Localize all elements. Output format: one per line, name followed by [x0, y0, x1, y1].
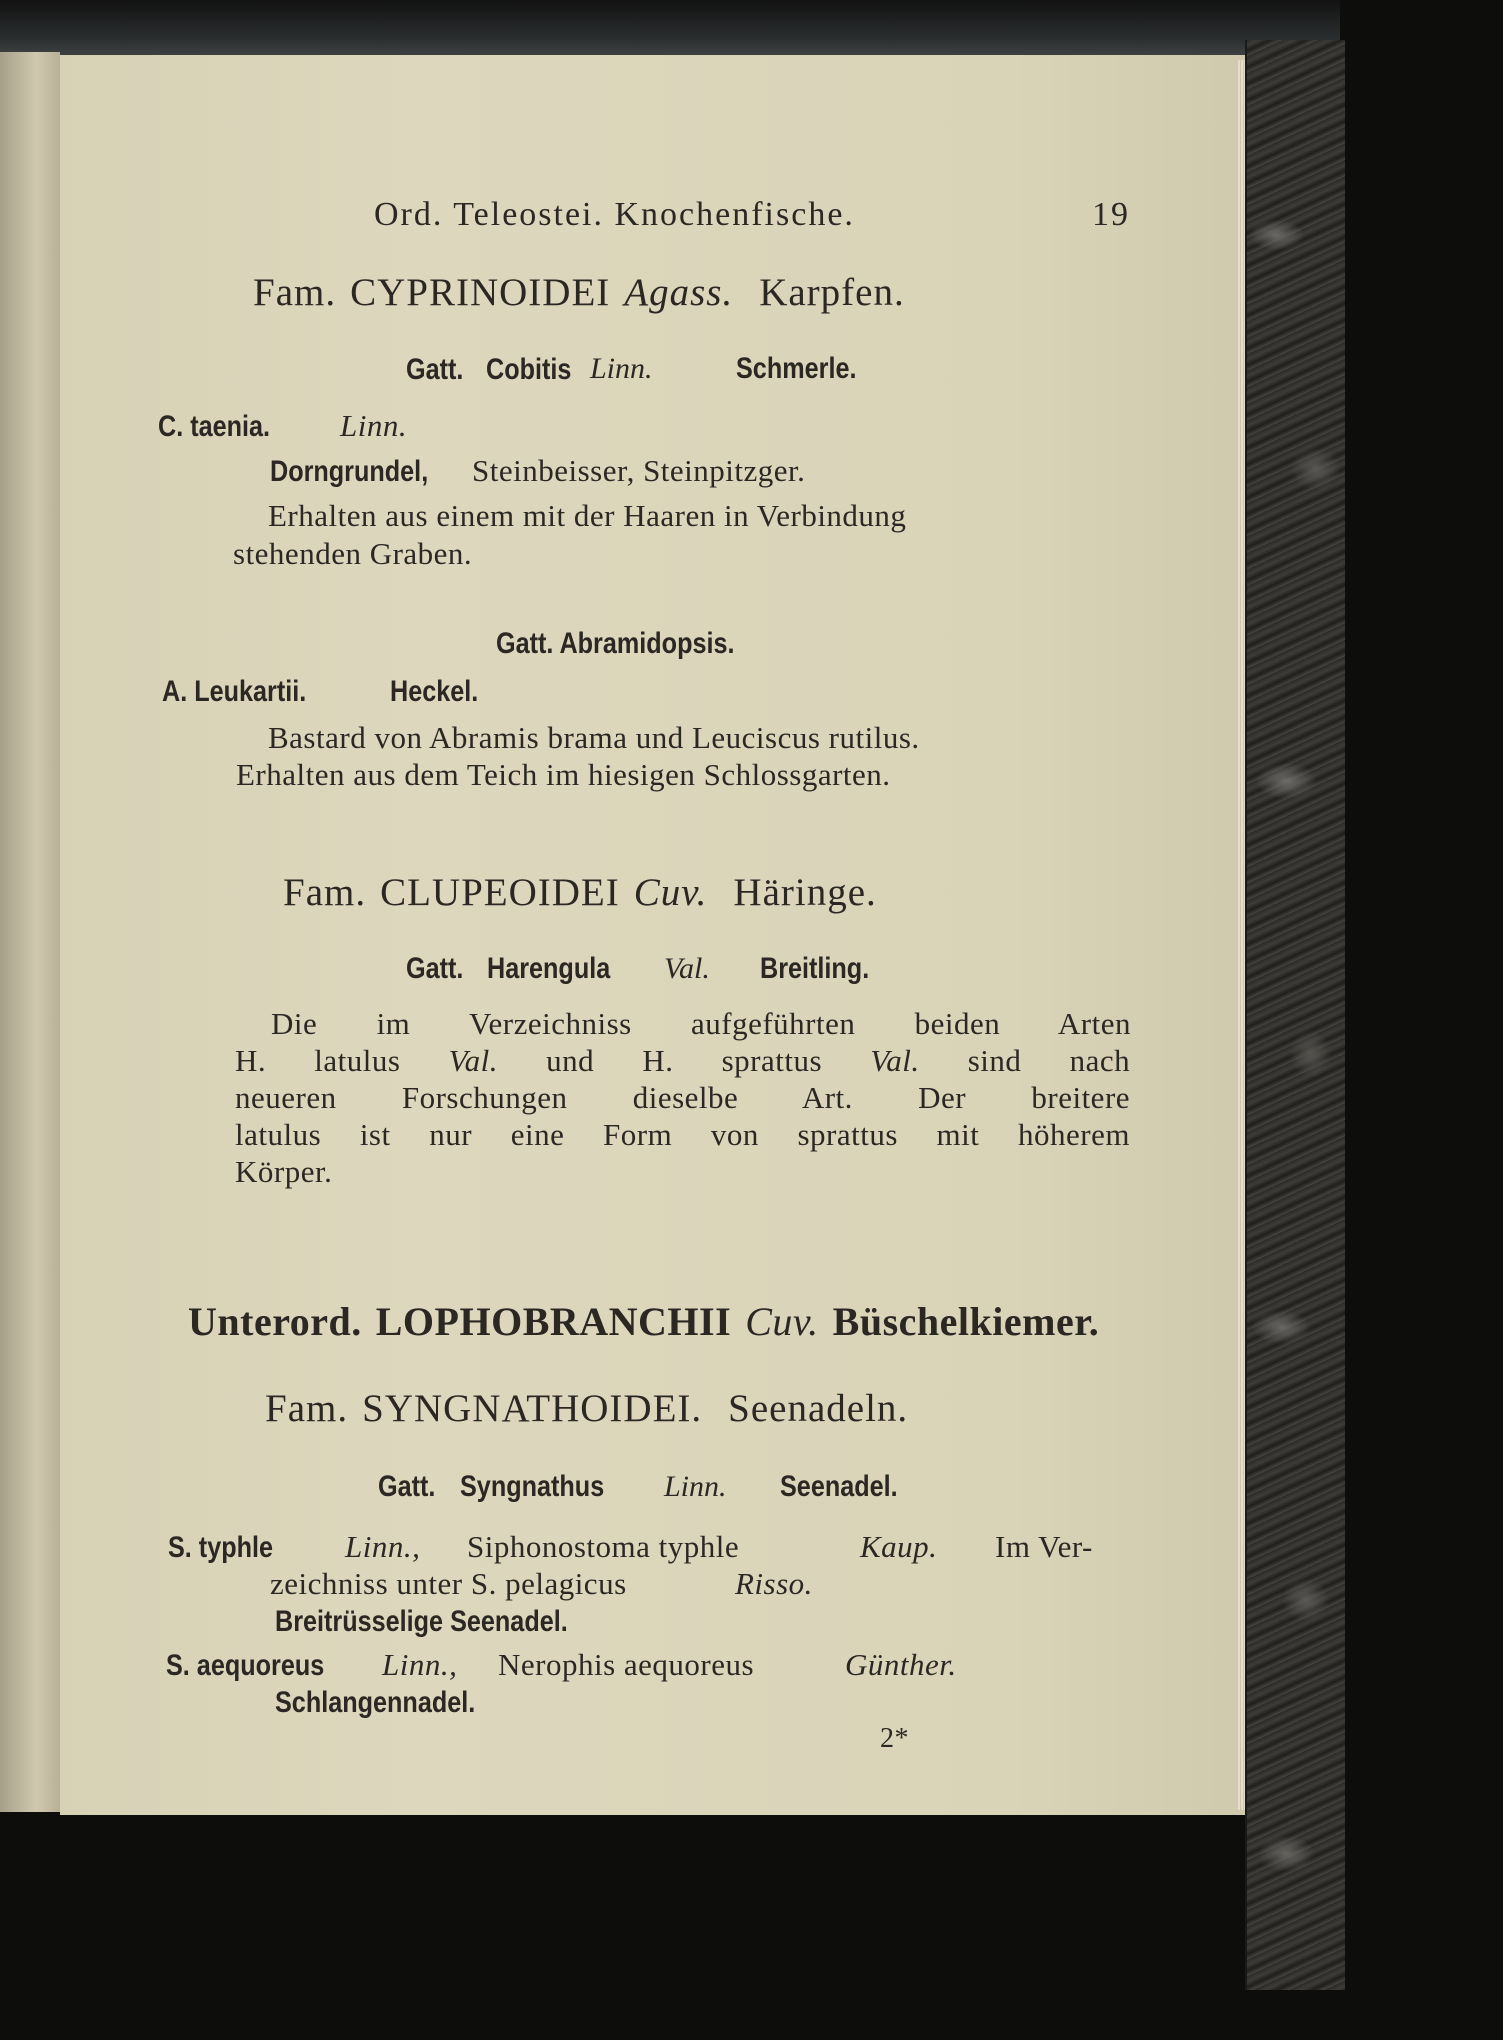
suborder-author: Cuv.	[745, 1299, 819, 1344]
species-author: Linn.,	[382, 1647, 458, 1682]
suborder-name: LOPHOBRANCHII	[375, 1299, 732, 1344]
word: im	[376, 1006, 411, 1041]
word: breitere	[1031, 1080, 1130, 1115]
continuation-text: zeichniss unter S. pelagicus	[270, 1566, 627, 1601]
suborder-common: Büschelkiemer.	[832, 1299, 1100, 1344]
word: Form	[603, 1117, 673, 1152]
word: latulus	[235, 1117, 322, 1152]
word: Der	[918, 1080, 967, 1115]
genus-name: Harengula	[487, 952, 611, 985]
previous-page-edge	[0, 52, 60, 1812]
note-line: Erhalten aus dem Teich im hiesigen Schlossgarten.	[236, 757, 891, 792]
genus-heading-abramidopsis: Gatt. Abramidopsis.	[496, 627, 735, 660]
species-common: Breitrüsselige Seenadel.	[275, 1605, 568, 1638]
fam-common: Karpfen.	[759, 271, 905, 314]
genus-label: Gatt.	[406, 952, 464, 985]
genus-author: Val.	[664, 952, 710, 985]
paragraph-line	[235, 1043, 1130, 1079]
species-name: C. taenia.	[158, 410, 271, 443]
fam-author: Cuv.	[633, 871, 708, 914]
word: latulus	[314, 1043, 401, 1078]
word: höherem	[1018, 1117, 1130, 1152]
family-heading-cyprinoidei	[253, 270, 905, 315]
continuation-text: Im Ver-	[995, 1529, 1093, 1564]
family-heading-syngnathoidei	[265, 1386, 908, 1431]
genus-author: Linn.	[590, 352, 653, 385]
species-author: Linn.	[340, 408, 408, 443]
page-number: 19	[1092, 196, 1130, 233]
word: H.	[235, 1043, 267, 1078]
word: mit	[936, 1117, 980, 1152]
genus-author: Linn.	[664, 1470, 727, 1503]
synonym-author: Risso.	[735, 1566, 813, 1601]
genus-common: Breitling.	[760, 952, 870, 985]
running-title: Ord. Teleostei. Knochenfische.	[374, 196, 855, 233]
word: sprattus	[721, 1043, 823, 1078]
species-common-bold: Dorngrundel,	[270, 455, 429, 488]
note-line: Erhalten aus einem mit der Haaren in Verbindung	[268, 498, 907, 533]
word: Val.	[870, 1043, 920, 1078]
note-line: stehenden Graben.	[233, 536, 473, 571]
fam-name: CLUPEOIDEI	[380, 871, 620, 914]
word: dieselbe	[632, 1080, 739, 1115]
word: sind	[967, 1043, 1022, 1078]
word: Arten	[1057, 1006, 1131, 1041]
fam-author: Agass.	[624, 271, 734, 314]
word: sprattus	[797, 1117, 898, 1152]
fam-common: Häringe.	[733, 871, 877, 914]
genus-name: Syngnathus	[460, 1470, 605, 1503]
word: Verzeichniss	[469, 1006, 632, 1041]
paragraph-line	[235, 1080, 1130, 1116]
genus-common: Schmerle.	[736, 352, 857, 385]
species-name: A. Leukartii.	[162, 675, 307, 708]
word: Art.	[801, 1080, 853, 1115]
synonym-author: Günther.	[845, 1647, 957, 1682]
word: Forschungen	[401, 1080, 568, 1115]
paragraph-line	[235, 1117, 1130, 1153]
fam-name: CYPRINOIDEI	[350, 271, 611, 314]
fam-prefix: Fam.	[283, 871, 367, 914]
fam-prefix: Fam.	[265, 1387, 349, 1430]
genus-heading-cobitis	[406, 352, 588, 387]
note-line: Bastard von Abramis brama und Leuciscus rutilus.	[268, 720, 920, 755]
word: von	[710, 1117, 759, 1152]
species-common: Schlangennadel.	[275, 1686, 476, 1719]
species-common-rest: Steinbeisser, Steinpitzger.	[472, 453, 806, 488]
species-synonym: Siphonostoma typhle	[467, 1529, 740, 1564]
species-author: Linn.,	[345, 1529, 421, 1564]
fam-prefix: Fam.	[253, 271, 337, 314]
word: eine	[510, 1117, 565, 1152]
word: ist	[359, 1117, 391, 1152]
word: Val.	[448, 1043, 498, 1078]
suborder-prefix: Unterord.	[188, 1299, 362, 1344]
gatt-name: Cobitis	[486, 353, 572, 386]
word: neueren	[235, 1080, 337, 1115]
genus-label: Gatt.	[378, 1470, 436, 1503]
word: nach	[1069, 1043, 1130, 1078]
paragraph-line: Körper.	[235, 1154, 333, 1189]
species-name: S. typhle	[168, 1531, 274, 1564]
paragraph-line	[271, 1006, 1131, 1042]
species-synonym: Nerophis aequoreus	[498, 1647, 755, 1682]
marbled-cover	[1245, 40, 1345, 1990]
synonym-author: Kaup.	[860, 1529, 938, 1564]
fam-name: SYNGNATHOIDEI.	[362, 1387, 703, 1430]
word: Die	[271, 1006, 318, 1041]
signature-mark: 2*	[880, 1723, 909, 1754]
suborder-heading-lophobranchii	[188, 1298, 1099, 1345]
word: beiden	[914, 1006, 1001, 1041]
word: aufgeführten	[691, 1006, 856, 1041]
species-name: S. aequoreus	[166, 1649, 325, 1682]
species-author: Heckel.	[390, 675, 479, 708]
word: nur	[429, 1117, 473, 1152]
family-heading-clupeoidei	[283, 870, 877, 915]
fam-common: Seenadeln.	[728, 1387, 909, 1430]
word: und	[546, 1043, 595, 1078]
word: H.	[642, 1043, 674, 1078]
gatt-label: Gatt.	[406, 353, 464, 386]
genus-common: Seenadel.	[780, 1470, 898, 1503]
